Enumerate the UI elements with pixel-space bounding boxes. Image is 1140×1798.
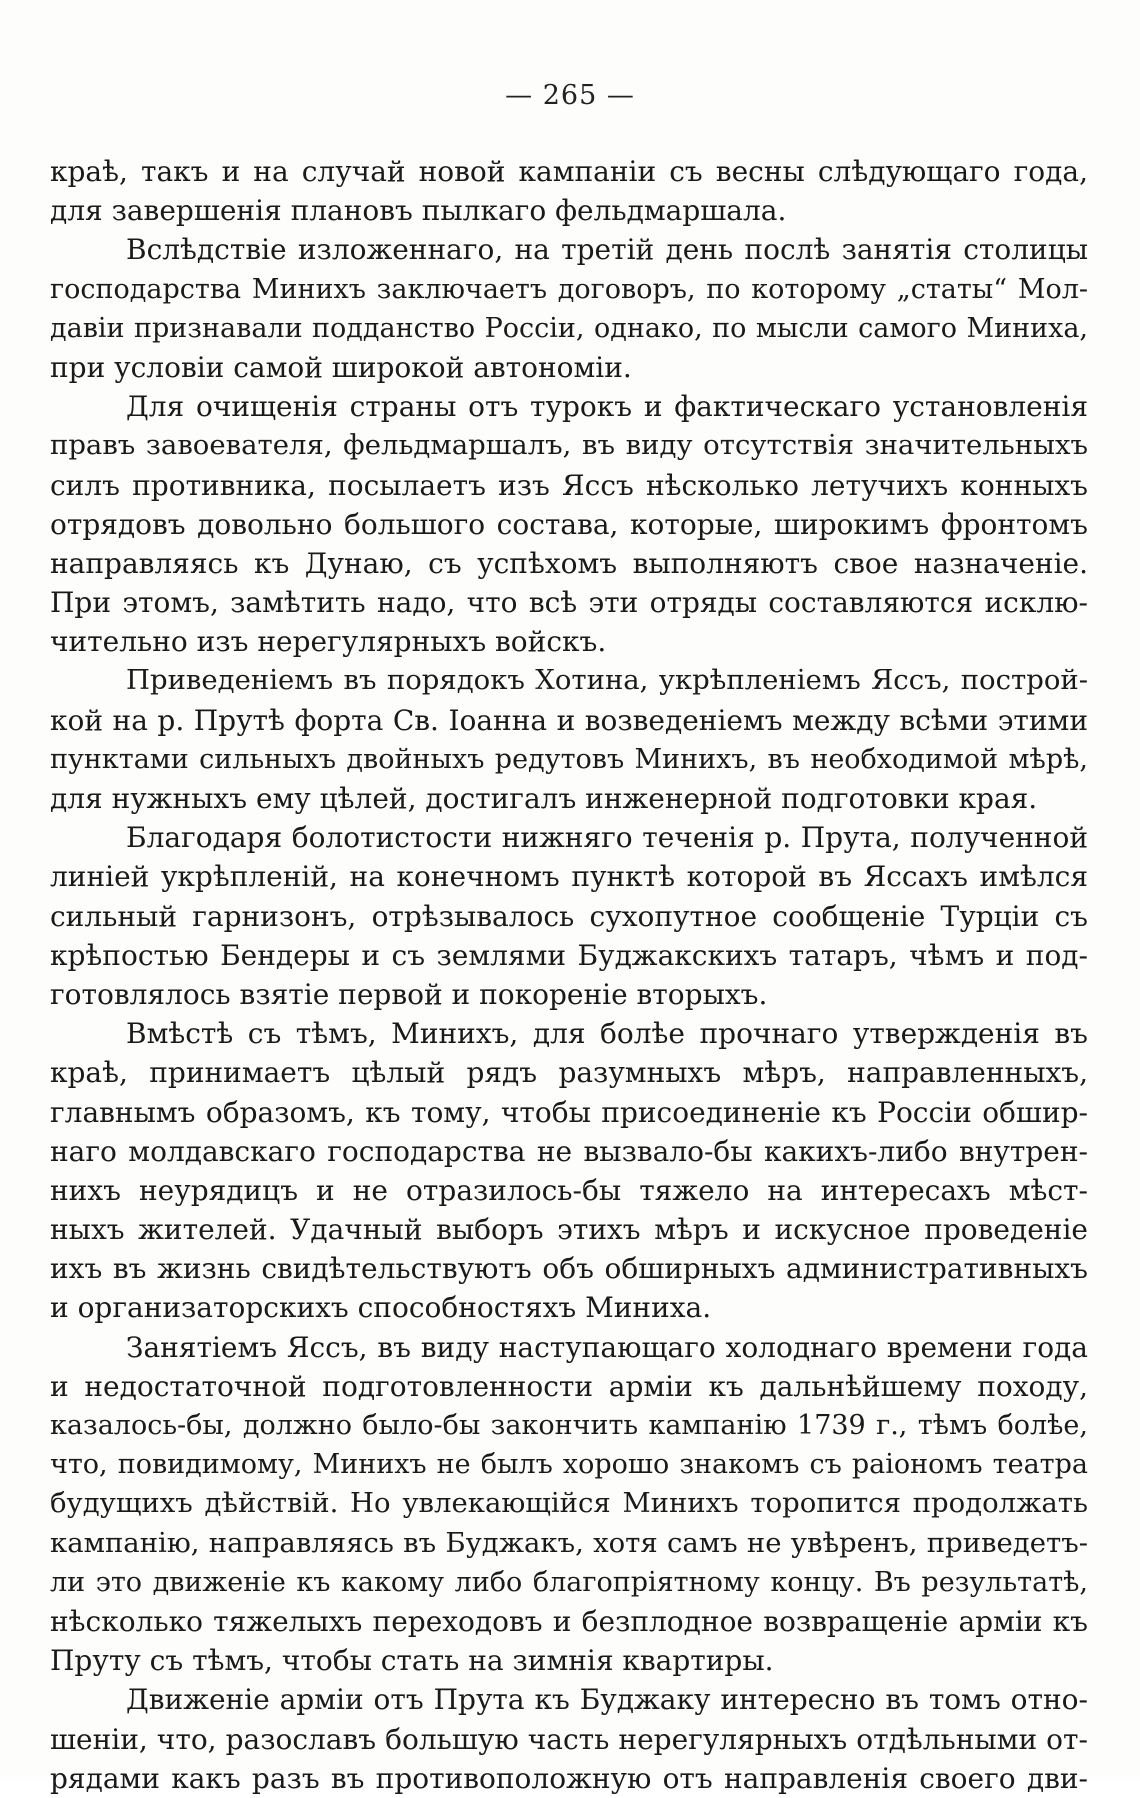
text-line: направляясь къ Дунаю, съ успѣхомъ выполняютъ свое назначеніе.: [50, 546, 1088, 580]
text-line: При этомъ, замѣтить надо, что всѣ эти отряды составляются исклю-: [50, 586, 1088, 620]
text-line: шеніи, что, разославъ большую часть нерегулярныхъ отдѣльными от-: [50, 1722, 1088, 1756]
text-line: Занятіемъ Яссъ, въ виду наступающаго холоднаго времени года: [126, 1330, 1088, 1364]
text-line: наго молдавскаго господарства не вызвало-бы какихъ-либо внутрен-: [50, 1134, 1088, 1168]
text-line: нѣсколько тяжелыхъ переходовъ и безплодное возвращеніе арміи къ: [50, 1604, 1088, 1638]
text-line: силъ противника, посылаетъ изъ Яссъ нѣсколько летучихъ конныхъ: [50, 468, 1088, 502]
text-line: ихъ въ жизнь свидѣтельствуютъ объ обширныхъ административныхъ: [50, 1252, 1088, 1286]
text-line: готовлялось взятіе первой и покореніе вторыхъ.: [50, 977, 768, 1011]
text-line: будущихъ дѣйствій. Но увлекающійся Минихъ торопится продолжать: [50, 1487, 1088, 1520]
text-line: крѣпостью Бендеры и съ землями Буджакскихъ татаръ, чѣмъ и под-: [50, 938, 1088, 972]
text-line: ли это движеніе къ какому либо благопріятному концу. Въ результатѣ,: [50, 1566, 1088, 1598]
text-line: господарства Минихъ заключаетъ договоръ, по которому „статы“ Мол-: [50, 273, 1088, 305]
text-line: краѣ, такъ и на случай новой кампаніи съ весны слѣдующаго года,: [50, 155, 1088, 188]
body-text: [50, 152, 1088, 1798]
text-line: кампанію, направляясь въ Буджакъ, хотя самъ не увѣренъ, приведетъ-: [50, 1526, 1088, 1559]
text-line: кой на р. Прутѣ форта Св. Іоанна и возведеніемъ между всѣми этими: [50, 703, 1088, 737]
text-line: сильный гарнизонъ, отрѣзывалось сухопутное сообщеніе Турціи съ: [50, 899, 1088, 933]
text-line: давіи признавали подданство Россіи, однако, по мысли самого Миниха,: [50, 312, 1088, 344]
text-line: ныхъ жителей. Удачный выборъ этихъ мѣръ и искусное проведеніе: [50, 1213, 1088, 1247]
text-line: для завершенія плановъ пылкаго фельдмаршала.: [50, 194, 787, 228]
text-line: казалось-бы, должно было-бы закончить кампанію 1739 г., тѣмъ болѣе,: [50, 1410, 1088, 1441]
text-line: главнымъ образомъ, къ тому, чтобы присоединеніе къ Россіи обшир-: [50, 1095, 1088, 1129]
text-line: чительно изъ нерегулярныхъ войскъ.: [50, 625, 607, 659]
text-line: Вмѣстѣ съ тѣмъ, Минихъ, для болѣе прочнаго утвержденія въ: [126, 1017, 1088, 1051]
text-line: краѣ, принимаетъ цѣлый рядъ разумныхъ мѣръ, направленныхъ,: [50, 1056, 1088, 1090]
text-line: для нужныхъ ему цѣлей, достигалъ инженерной подготовки края.: [50, 782, 1038, 815]
text-line: рядами какъ разъ въ противоположную отъ направленія своего дви-: [50, 1761, 1088, 1795]
text-line: правъ завоевателя, фельдмаршалъ, въ виду отсутствія значительныхъ: [50, 429, 1088, 462]
text-line: нихъ неурядицъ и не отразилось-бы тяжело на интересахъ мѣст-: [50, 1173, 1088, 1207]
text-line: Движеніе арміи отъ Прута къ Буджаку интересно въ томъ отно-: [126, 1683, 1088, 1717]
text-line: и организаторскихъ способностяхъ Миниха.: [50, 1291, 712, 1325]
text-line: Благодаря болотистости нижняго теченія р. Прута, полученной: [126, 821, 1088, 855]
text-line: при условіи самой широкой автономіи.: [50, 350, 632, 384]
text-line: Вслѣдствіе изложеннаго, на третій день послѣ занятія столицы: [126, 233, 1088, 267]
text-line: и недостаточной подготовленности арміи къ дальнѣйшему походу,: [50, 1369, 1088, 1403]
text-line: линіей укрѣпленій, на конечномъ пунктѣ которой въ Яссахъ имѣлся: [50, 860, 1088, 894]
text-line: Пруту съ тѣмъ, чтобы стать на зимнія квартиры.: [50, 1644, 774, 1678]
text-line: Для очищенія страны отъ турокъ и фактическаго установленія: [126, 390, 1088, 424]
text-line: что, повидимому, Минихъ не былъ хорошо знакомъ съ раіономъ театра: [50, 1449, 1088, 1481]
text-line: Приведеніемъ въ порядокъ Хотина, укрѣпленіемъ Яссъ, построй-: [126, 664, 1088, 697]
text-line: пунктами сильныхъ двойныхъ редутовъ Минихъ, въ необходимой мѣрѣ,: [50, 743, 1088, 775]
text-line: отрядовъ довольно большого состава, которые, широкимъ фронтомъ: [50, 507, 1088, 541]
page-number: — 265 —: [505, 80, 635, 111]
